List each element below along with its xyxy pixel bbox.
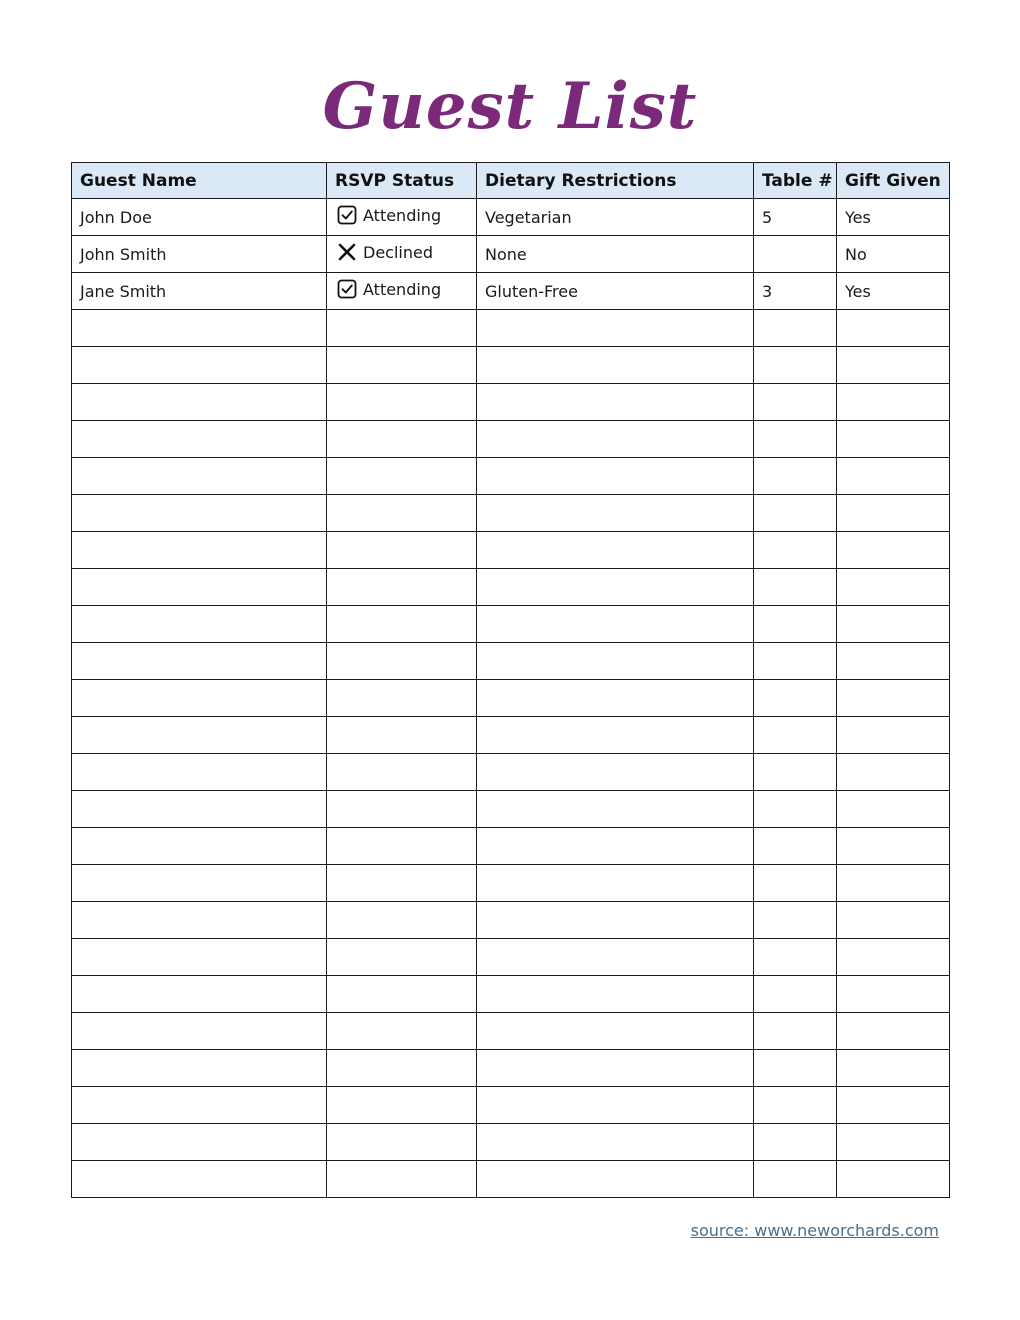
dietary-restrictions-cell[interactable] <box>477 902 754 939</box>
gift-given-cell[interactable] <box>837 1013 950 1050</box>
dietary-restrictions-cell[interactable] <box>477 791 754 828</box>
table-header-row <box>72 163 950 199</box>
guest-name-cell[interactable]: John Smith <box>72 236 327 273</box>
rsvp-status-cell[interactable] <box>327 495 477 532</box>
dietary-restrictions-cell[interactable] <box>477 458 754 495</box>
table-row <box>72 273 950 310</box>
gift-given-cell[interactable] <box>837 1161 950 1198</box>
table-number-cell[interactable] <box>754 754 837 791</box>
header-gift-given: Gift Given <box>837 163 950 199</box>
guest-name-cell[interactable] <box>72 569 327 606</box>
rsvp-status-cell[interactable] <box>327 754 477 791</box>
empty-table-row <box>72 1124 950 1161</box>
gift-given-cell[interactable]: Yes <box>837 199 950 236</box>
guest-name-cell[interactable] <box>72 1124 327 1161</box>
table-number-cell[interactable] <box>754 495 837 532</box>
gift-given-cell[interactable] <box>837 680 950 717</box>
rsvp-status-cell[interactable] <box>327 828 477 865</box>
guest-name-cell[interactable]: Jane Smith <box>72 273 327 310</box>
dietary-restrictions-cell[interactable] <box>477 606 754 643</box>
table-number-cell[interactable] <box>754 458 837 495</box>
guest-name-cell[interactable] <box>72 939 327 976</box>
empty-table-row <box>72 976 950 1013</box>
table-number-cell[interactable] <box>754 1087 837 1124</box>
dietary-restrictions-cell[interactable] <box>477 939 754 976</box>
empty-table-row <box>72 1050 950 1087</box>
empty-table-row <box>72 902 950 939</box>
rsvp-status-label: Attending <box>363 205 442 225</box>
guest-name-cell[interactable] <box>72 1013 327 1050</box>
rsvp-status-cell[interactable] <box>327 865 477 902</box>
empty-table-row <box>72 569 950 606</box>
header-dietary-restrictions: Dietary Restrictions <box>477 163 754 199</box>
guest-name-cell[interactable] <box>72 828 327 865</box>
empty-table-row <box>72 310 950 347</box>
rsvp-status-cell[interactable] <box>327 347 477 384</box>
gift-given-cell[interactable] <box>837 902 950 939</box>
rsvp-status-cell[interactable] <box>327 532 477 569</box>
dietary-restrictions-cell[interactable] <box>477 1087 754 1124</box>
table-number-cell[interactable] <box>754 791 837 828</box>
table-number-cell[interactable] <box>754 532 837 569</box>
dietary-restrictions-cell[interactable] <box>477 1013 754 1050</box>
gift-given-cell[interactable] <box>837 384 950 421</box>
table-number-cell[interactable] <box>754 939 837 976</box>
rsvp-status-cell[interactable] <box>327 791 477 828</box>
rsvp-status-cell[interactable] <box>327 273 477 310</box>
empty-table-row <box>72 347 950 384</box>
dietary-restrictions-cell[interactable] <box>477 532 754 569</box>
x-icon <box>337 242 357 262</box>
table-number-cell[interactable] <box>754 310 837 347</box>
rsvp-status-cell[interactable] <box>327 939 477 976</box>
guest-name-cell[interactable] <box>72 495 327 532</box>
table-number-cell[interactable] <box>754 1161 837 1198</box>
rsvp-status-cell[interactable] <box>327 236 477 273</box>
gift-given-cell[interactable] <box>837 606 950 643</box>
empty-table-row <box>72 828 950 865</box>
header-rsvp-status: RSVP Status <box>327 163 477 199</box>
guest-name-cell[interactable] <box>72 1161 327 1198</box>
gift-given-cell[interactable]: No <box>837 236 950 273</box>
table-number-cell[interactable] <box>754 384 837 421</box>
gift-given-cell[interactable] <box>837 976 950 1013</box>
dietary-restrictions-cell[interactable] <box>477 754 754 791</box>
dietary-restrictions-cell[interactable] <box>477 310 754 347</box>
empty-table-row <box>72 606 950 643</box>
rsvp-status-cell[interactable] <box>327 1161 477 1198</box>
table-number-cell[interactable] <box>754 347 837 384</box>
rsvp-status-cell[interactable] <box>327 310 477 347</box>
empty-table-row <box>72 939 950 976</box>
table-number-cell[interactable] <box>754 717 837 754</box>
dietary-restrictions-cell[interactable] <box>477 865 754 902</box>
guest-name-cell[interactable] <box>72 532 327 569</box>
dietary-restrictions-cell[interactable] <box>477 569 754 606</box>
guest-name-cell[interactable] <box>72 643 327 680</box>
guest-name-cell[interactable] <box>72 865 327 902</box>
gift-given-cell[interactable] <box>837 532 950 569</box>
gift-given-cell[interactable] <box>837 754 950 791</box>
empty-table-row <box>72 1013 950 1050</box>
gift-given-cell[interactable] <box>837 717 950 754</box>
empty-table-row <box>72 1087 950 1124</box>
gift-given-cell[interactable] <box>837 495 950 532</box>
empty-table-row <box>72 643 950 680</box>
empty-table-row <box>72 717 950 754</box>
rsvp-status-cell[interactable] <box>327 1124 477 1161</box>
rsvp-status-cell[interactable] <box>327 902 477 939</box>
table-number-cell[interactable] <box>754 976 837 1013</box>
gift-given-cell[interactable] <box>837 828 950 865</box>
gift-given-cell[interactable] <box>837 791 950 828</box>
dietary-restrictions-cell[interactable] <box>477 421 754 458</box>
page-title: Guest List <box>322 69 698 144</box>
dietary-restrictions-cell[interactable] <box>477 643 754 680</box>
checkbox-checked-icon <box>337 279 357 299</box>
dietary-restrictions-cell[interactable] <box>477 976 754 1013</box>
rsvp-status-cell[interactable] <box>327 1013 477 1050</box>
table-number-cell[interactable] <box>754 865 837 902</box>
rsvp-status-cell[interactable] <box>327 421 477 458</box>
empty-table-row <box>72 791 950 828</box>
empty-table-row <box>72 680 950 717</box>
rsvp-status-cell[interactable] <box>327 606 477 643</box>
gift-given-cell[interactable] <box>837 347 950 384</box>
table-number-cell[interactable] <box>754 1013 837 1050</box>
rsvp-status-label: Declined <box>363 242 433 262</box>
gift-given-cell[interactable] <box>837 421 950 458</box>
guest-name-cell[interactable] <box>72 458 327 495</box>
empty-table-row <box>72 532 950 569</box>
header-guest-name: Guest Name <box>72 163 327 199</box>
table-row <box>72 199 950 236</box>
table-number-cell[interactable]: 3 <box>754 273 837 310</box>
table-number-cell[interactable] <box>754 236 837 273</box>
gift-given-cell[interactable] <box>837 1087 950 1124</box>
gift-given-cell[interactable] <box>837 1050 950 1087</box>
guest-name-cell[interactable] <box>72 310 327 347</box>
dietary-restrictions-cell[interactable]: Vegetarian <box>477 199 754 236</box>
guest-name-cell[interactable] <box>72 1050 327 1087</box>
rsvp-status-label: Attending <box>363 279 442 299</box>
dietary-restrictions-cell[interactable] <box>477 1050 754 1087</box>
guest-name-cell[interactable] <box>72 1087 327 1124</box>
rsvp-status-cell[interactable] <box>327 1087 477 1124</box>
rsvp-status-cell[interactable] <box>327 717 477 754</box>
dietary-restrictions-cell[interactable]: Gluten-Free <box>477 273 754 310</box>
dietary-restrictions-cell[interactable] <box>477 717 754 754</box>
rsvp-status-cell[interactable] <box>327 458 477 495</box>
dietary-restrictions-cell[interactable] <box>477 347 754 384</box>
guest-name-cell[interactable] <box>72 384 327 421</box>
guest-name-cell[interactable] <box>72 347 327 384</box>
dietary-restrictions-cell[interactable]: None <box>477 236 754 273</box>
table-number-cell[interactable]: 5 <box>754 199 837 236</box>
source-link[interactable]: source: www.neworchards.com <box>690 1221 939 1240</box>
checkbox-checked-icon <box>337 205 357 225</box>
guest-name-cell[interactable]: John Doe <box>72 199 327 236</box>
table-number-cell[interactable] <box>754 1050 837 1087</box>
gift-given-cell[interactable] <box>837 939 950 976</box>
guest-name-cell[interactable] <box>72 606 327 643</box>
guest-name-cell[interactable] <box>72 421 327 458</box>
empty-table-row <box>72 384 950 421</box>
empty-table-row <box>72 421 950 458</box>
dietary-restrictions-cell[interactable] <box>477 1124 754 1161</box>
dietary-restrictions-cell[interactable] <box>477 680 754 717</box>
dietary-restrictions-cell[interactable] <box>477 384 754 421</box>
guest-name-cell[interactable] <box>72 791 327 828</box>
dietary-restrictions-cell[interactable] <box>477 828 754 865</box>
guest-name-cell[interactable] <box>72 680 327 717</box>
guest-name-cell[interactable] <box>72 754 327 791</box>
gift-given-cell[interactable] <box>837 458 950 495</box>
rsvp-status-cell[interactable] <box>327 680 477 717</box>
rsvp-status-cell[interactable] <box>327 1050 477 1087</box>
rsvp-status-cell[interactable] <box>327 384 477 421</box>
guest-name-cell[interactable] <box>72 717 327 754</box>
gift-given-cell[interactable]: Yes <box>837 273 950 310</box>
table-row <box>72 236 950 273</box>
table-number-cell[interactable] <box>754 421 837 458</box>
guest-table-body <box>72 199 950 1198</box>
gift-given-cell[interactable] <box>837 1124 950 1161</box>
gift-given-cell[interactable] <box>837 865 950 902</box>
guest-table <box>71 162 950 1198</box>
rsvp-status-cell[interactable] <box>327 569 477 606</box>
table-number-cell[interactable] <box>754 569 837 606</box>
gift-given-cell[interactable] <box>837 569 950 606</box>
table-number-cell[interactable] <box>754 828 837 865</box>
empty-table-row <box>72 754 950 791</box>
empty-table-row <box>72 495 950 532</box>
rsvp-status-cell[interactable] <box>327 643 477 680</box>
table-number-cell[interactable] <box>754 606 837 643</box>
rsvp-status-cell[interactable] <box>327 199 477 236</box>
dietary-restrictions-cell[interactable] <box>477 495 754 532</box>
empty-table-row <box>72 1161 950 1198</box>
table-number-cell[interactable] <box>754 680 837 717</box>
table-number-cell[interactable] <box>754 643 837 680</box>
gift-given-cell[interactable] <box>837 310 950 347</box>
table-number-cell[interactable] <box>754 1124 837 1161</box>
table-number-cell[interactable] <box>754 902 837 939</box>
dietary-restrictions-cell[interactable] <box>477 1161 754 1198</box>
guest-name-cell[interactable] <box>72 902 327 939</box>
guest-name-cell[interactable] <box>72 976 327 1013</box>
rsvp-status-cell[interactable] <box>327 976 477 1013</box>
header-table-number: Table # <box>754 163 837 199</box>
empty-table-row <box>72 865 950 902</box>
gift-given-cell[interactable] <box>837 643 950 680</box>
empty-table-row <box>72 458 950 495</box>
